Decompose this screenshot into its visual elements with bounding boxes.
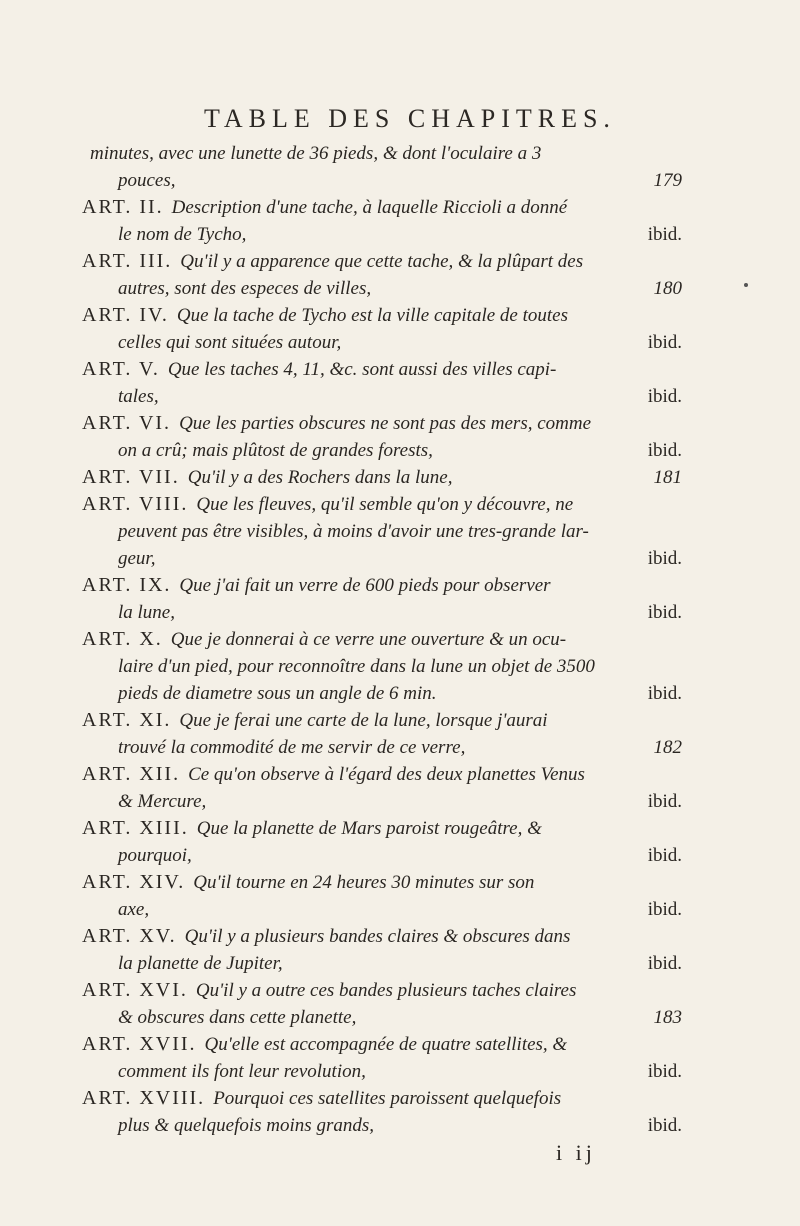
article-label: ART. XII. — [82, 763, 181, 785]
toc-line — [82, 572, 682, 599]
toc-line — [82, 842, 682, 869]
article-text: comment ils font leur revolution, — [118, 1061, 366, 1082]
article-text: Pourquoi ces satellites paroissent quelquefois — [213, 1088, 562, 1109]
page-number: 182 — [653, 737, 682, 758]
article-label: ART. XI. — [82, 709, 172, 731]
ink-spot — [744, 283, 748, 287]
toc-line — [82, 626, 682, 653]
article-text: Que j'ai fait un verre de 600 pieds pour observer — [179, 575, 551, 596]
page-number: ibid. — [647, 332, 682, 353]
signature-mark: i ij — [556, 1140, 596, 1165]
toc-line — [82, 248, 682, 275]
page-number: ibid. — [647, 1115, 682, 1136]
page-number: ibid. — [647, 224, 682, 245]
article-text: Que la planette de Mars paroist rougeâtre, & — [196, 818, 542, 839]
article-text: Qu'elle est accompagnée de quatre satellites, & — [204, 1034, 568, 1055]
article-label: ART. II. — [82, 196, 164, 218]
article-label: ART. XVII. — [82, 1033, 197, 1055]
toc-line — [82, 896, 682, 923]
toc-line — [82, 707, 682, 734]
article-text: autres, sont des especes de villes, — [118, 278, 372, 299]
toc-line — [82, 518, 682, 545]
article-text: Que la tache de Tycho est la ville capitale de toutes — [176, 305, 568, 326]
toc-line — [82, 491, 682, 518]
toc-line — [82, 383, 682, 410]
article-label: ART. XV. — [82, 925, 177, 947]
article-label: ART. IX. — [82, 574, 172, 596]
page-number: ibid. — [647, 440, 682, 461]
article-text: laire d'un pied, pour reconnoître dans la lune un objet de 3500 — [118, 656, 595, 677]
table-of-contents — [82, 140, 682, 1139]
page-number: ibid. — [647, 899, 682, 920]
article-text: la lune, — [118, 602, 175, 623]
article-label: ART. VI. — [82, 412, 172, 434]
toc-line — [82, 950, 682, 977]
article-text: trouvé la commodité de me servir de ce verre, — [118, 737, 466, 758]
article-text: pouces, — [118, 170, 176, 191]
article-text: la planette de Jupiter, — [118, 953, 283, 974]
article-text: Que les parties obscures ne sont pas des mers, comme — [179, 413, 592, 434]
page-number: ibid. — [647, 548, 682, 569]
toc-line — [82, 761, 682, 788]
article-text: pieds de diametre sous un angle de 6 min. — [118, 683, 437, 704]
toc-line — [82, 1031, 682, 1058]
article-text: le nom de Tycho, — [118, 224, 247, 245]
toc-line — [82, 1112, 682, 1139]
article-text: pourquoi, — [118, 845, 192, 866]
page-number: ibid. — [647, 1061, 682, 1082]
article-text: Description d'une tache, à laquelle Riccioli a donné — [171, 197, 568, 218]
page-number: 179 — [653, 170, 682, 191]
article-label: ART. XIV. — [82, 871, 186, 893]
toc-line — [82, 410, 682, 437]
article-label: ART. III. — [82, 250, 173, 272]
page-number: 181 — [653, 467, 682, 488]
page-number: 183 — [653, 1007, 682, 1028]
article-text: axe, — [118, 899, 150, 920]
article-text: celles qui sont situées autour, — [118, 332, 342, 353]
toc-line — [82, 815, 682, 842]
toc-line — [82, 167, 682, 194]
article-text: Qu'il y a outre ces bandes plusieurs taches claires — [195, 980, 577, 1001]
article-text: Qu'il tourne en 24 heures 30 minutes sur son — [193, 872, 535, 893]
toc-line — [82, 464, 682, 491]
page-number: ibid. — [647, 386, 682, 407]
article-text: tales, — [118, 386, 159, 407]
article-text: & Mercure, — [118, 791, 207, 812]
toc-line — [82, 788, 682, 815]
toc-line — [82, 302, 682, 329]
page-number: ibid. — [647, 602, 682, 623]
page-number: ibid. — [647, 683, 682, 704]
article-text: Qu'il y a plusieurs bandes claires & obscures dans — [184, 926, 571, 947]
toc-line — [82, 194, 682, 221]
toc-line — [82, 1004, 682, 1031]
article-label: ART. XIII. — [82, 817, 189, 839]
article-text: Qu'il y a apparence que cette tache, & la plûpart des — [180, 251, 584, 272]
toc-line — [82, 275, 682, 302]
page-number: ibid. — [647, 791, 682, 812]
toc-line — [82, 923, 682, 950]
article-text: Ce qu'on observe à l'égard des deux planettes Venus — [188, 764, 585, 785]
article-text: Que je donnerai à ce verre une ouverture & un ocu- — [170, 629, 567, 650]
article-text: peuvent pas être visibles, à moins d'avoir une tres-grande lar- — [118, 521, 589, 542]
article-text: minutes, avec une lunette de 36 pieds, & dont l'oculaire a 3 — [90, 143, 542, 164]
toc-line — [82, 734, 682, 761]
toc-line — [82, 437, 682, 464]
toc-line — [82, 1085, 682, 1112]
article-label: ART. VII. — [82, 466, 180, 488]
article-label: ART. V. — [82, 358, 160, 380]
toc-line — [82, 545, 682, 572]
toc-line — [82, 977, 682, 1004]
article-text: geur, — [118, 548, 156, 569]
article-label: ART. VIII. — [82, 493, 189, 515]
toc-line — [82, 680, 682, 707]
toc-line — [82, 221, 682, 248]
toc-line — [82, 356, 682, 383]
page-number: ibid. — [647, 953, 682, 974]
article-text: & obscures dans cette planette, — [118, 1007, 357, 1028]
article-text: Que les taches 4, 11, &c. sont aussi des villes capi- — [167, 359, 557, 380]
page-number: ibid. — [647, 845, 682, 866]
article-text: Que les fleuves, qu'il semble qu'on y découvre, ne — [196, 494, 574, 515]
toc-line — [82, 1058, 682, 1085]
article-label: ART. XVI. — [82, 979, 188, 1001]
toc-line — [82, 140, 682, 167]
article-text: on a crû; mais plûtost de grandes forests, — [118, 440, 433, 461]
article-text: Qu'il y a des Rochers dans la lune, — [187, 467, 453, 488]
article-label: ART. XVIII. — [82, 1087, 206, 1109]
page-number: 180 — [653, 278, 682, 299]
article-text: Que je ferai une carte de la lune, lorsque j'aurai — [179, 710, 548, 731]
page-header: TABLE DES CHAPITRES. — [204, 104, 616, 133]
toc-line — [82, 653, 682, 680]
article-label: ART. X. — [82, 628, 163, 650]
article-text: plus & quelquefois moins grands, — [118, 1115, 374, 1136]
toc-line — [82, 869, 682, 896]
article-label: ART. IV. — [82, 304, 169, 326]
toc-line — [82, 329, 682, 356]
toc-line — [82, 599, 682, 626]
